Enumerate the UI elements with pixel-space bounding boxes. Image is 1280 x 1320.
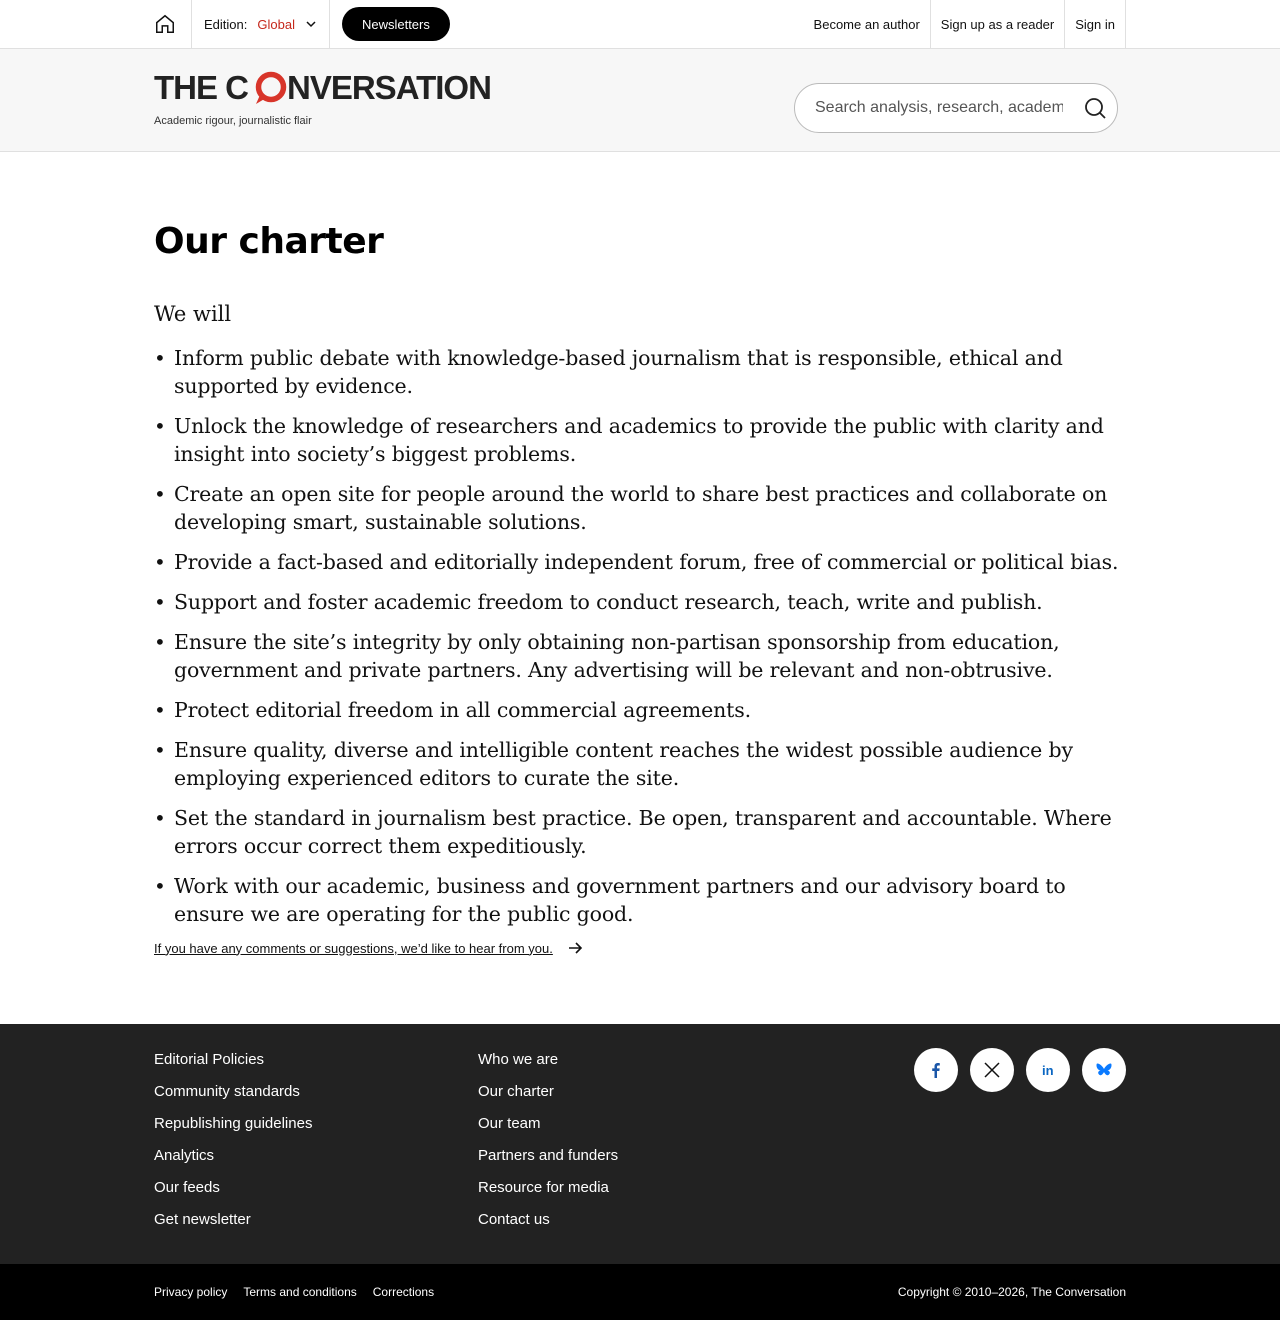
charter-intro: We will (154, 302, 232, 326)
search-box (794, 83, 1118, 133)
logo-text-nversation: NVERSATION (287, 69, 491, 106)
become-author-link[interactable]: Become an author (804, 0, 931, 48)
footer-link-partners-funders[interactable]: Partners and funders (478, 1147, 619, 1164)
home-icon (154, 13, 176, 35)
footer-link-contact-us[interactable]: Contact us (478, 1211, 550, 1228)
footer-link-community-standards[interactable]: Community standards (154, 1083, 300, 1100)
footer-link-our-charter[interactable]: Our charter (478, 1083, 554, 1100)
main-content (154, 152, 1126, 1024)
newsletters-button[interactable]: Newsletters (342, 7, 450, 41)
arrow-right-icon[interactable] (567, 940, 583, 956)
privacy-policy-link[interactable]: Privacy policy (154, 1285, 228, 1299)
footer-link-resource-media[interactable]: Resource for media (478, 1179, 609, 1196)
feedback-link[interactable]: If you have any comments or suggestions, we’d like to hear from you. (154, 940, 553, 956)
terms-conditions-link[interactable]: Terms and conditions (243, 1285, 357, 1299)
linkedin-button[interactable] (1026, 1048, 1070, 1092)
bottom-bar (0, 1264, 1280, 1320)
footer-inner (154, 1024, 1126, 1264)
charter-item: • Unlock the knowledge of researchers and academics to provide the public with clarity and insight into society’s biggest problems. (154, 412, 1126, 468)
charter-item: • Ensure the site’s integrity by only obtaining non-partisan sponsorship from education, government and private partners. Any advertising will be relevant and non-obtrusive. (154, 628, 1126, 684)
charter-item: • Create an open site for people around the world to share best practices and collaborate on developing smart, sustainable solutions. (154, 480, 1126, 536)
top-bar (0, 0, 1280, 49)
charter-item: • Protect editorial freedom in all commercial agreements. (154, 696, 1126, 724)
footer-link-get-newsletter[interactable]: Get newsletter (154, 1211, 251, 1228)
the-conversation-logo[interactable] (154, 69, 504, 109)
charter-item: • Work with our academic, business and government partners and our advisory board to ensure we are operating for the public good. (154, 872, 1126, 928)
sign-in-link[interactable]: Sign in (1065, 0, 1126, 48)
x-icon (983, 1061, 1001, 1079)
footer-link-editorial-policies[interactable]: Editorial Policies (154, 1051, 265, 1068)
x-button[interactable] (970, 1048, 1014, 1092)
charter-item: • Inform public debate with knowledge-based journalism that is responsible, ethical and supported by evidence. (154, 344, 1126, 400)
charter-item: • Support and foster academic freedom to conduct research, teach, write and publish. (154, 588, 1126, 616)
sign-up-reader-link[interactable]: Sign up as a reader (931, 0, 1065, 48)
charter-item: • Provide a fact-based and editorially independent forum, free of commercial or political bias. (154, 548, 1126, 576)
footer-column-policies (154, 1048, 478, 1264)
charter-item: • Set the standard in journalism best practice. Be open, transparent and accountable. Where errors occur correct them expeditiously. (154, 804, 1126, 860)
bluesky-icon (1095, 1061, 1113, 1079)
footer-link-republishing-guidelines[interactable]: Republishing guidelines (154, 1115, 313, 1132)
chevron-down-icon (305, 18, 317, 30)
top-bar-inner (154, 0, 1126, 48)
tagline: Academic rigour, journalistic flair (154, 115, 312, 127)
footer (0, 1024, 1280, 1264)
masthead (0, 49, 1280, 152)
linkedin-icon (1039, 1061, 1057, 1079)
masthead-inner (154, 49, 1126, 151)
facebook-button[interactable] (914, 1048, 958, 1092)
edition-selector[interactable] (192, 0, 330, 48)
charter-item: • Ensure quality, diverse and intelligible content reaches the widest possible audience by employing experienced editors to curate the site. (154, 736, 1126, 792)
footer-link-who-we-are[interactable]: Who we are (478, 1051, 559, 1068)
account-links (804, 0, 1126, 48)
search-input[interactable] (815, 99, 1063, 117)
footer-link-our-team[interactable]: Our team (478, 1115, 541, 1132)
page-title: Our charter (154, 221, 384, 262)
speech-bubble-icon (256, 75, 284, 105)
search-icon[interactable] (1083, 96, 1107, 120)
logo-text-the: THE C (154, 69, 248, 106)
corrections-link[interactable]: Corrections (372, 1285, 435, 1299)
svg-text:in: in (1042, 1063, 1054, 1078)
edition-value: Global (257, 16, 295, 32)
bluesky-button[interactable] (1082, 1048, 1126, 1092)
copyright: Copyright © 2010–2026, The Conversation (897, 1285, 1126, 1299)
footer-column-about (478, 1048, 802, 1264)
facebook-icon (927, 1061, 945, 1079)
edition-label: Edition: (204, 16, 248, 32)
home-button[interactable] (154, 0, 192, 48)
footer-link-our-feeds[interactable]: Our feeds (154, 1179, 220, 1196)
charter-list (154, 344, 1126, 928)
social-links (914, 1048, 1126, 1092)
bottom-bar-inner (154, 1264, 1126, 1320)
feedback-row (154, 940, 1126, 956)
footer-link-analytics[interactable]: Analytics (154, 1147, 215, 1164)
